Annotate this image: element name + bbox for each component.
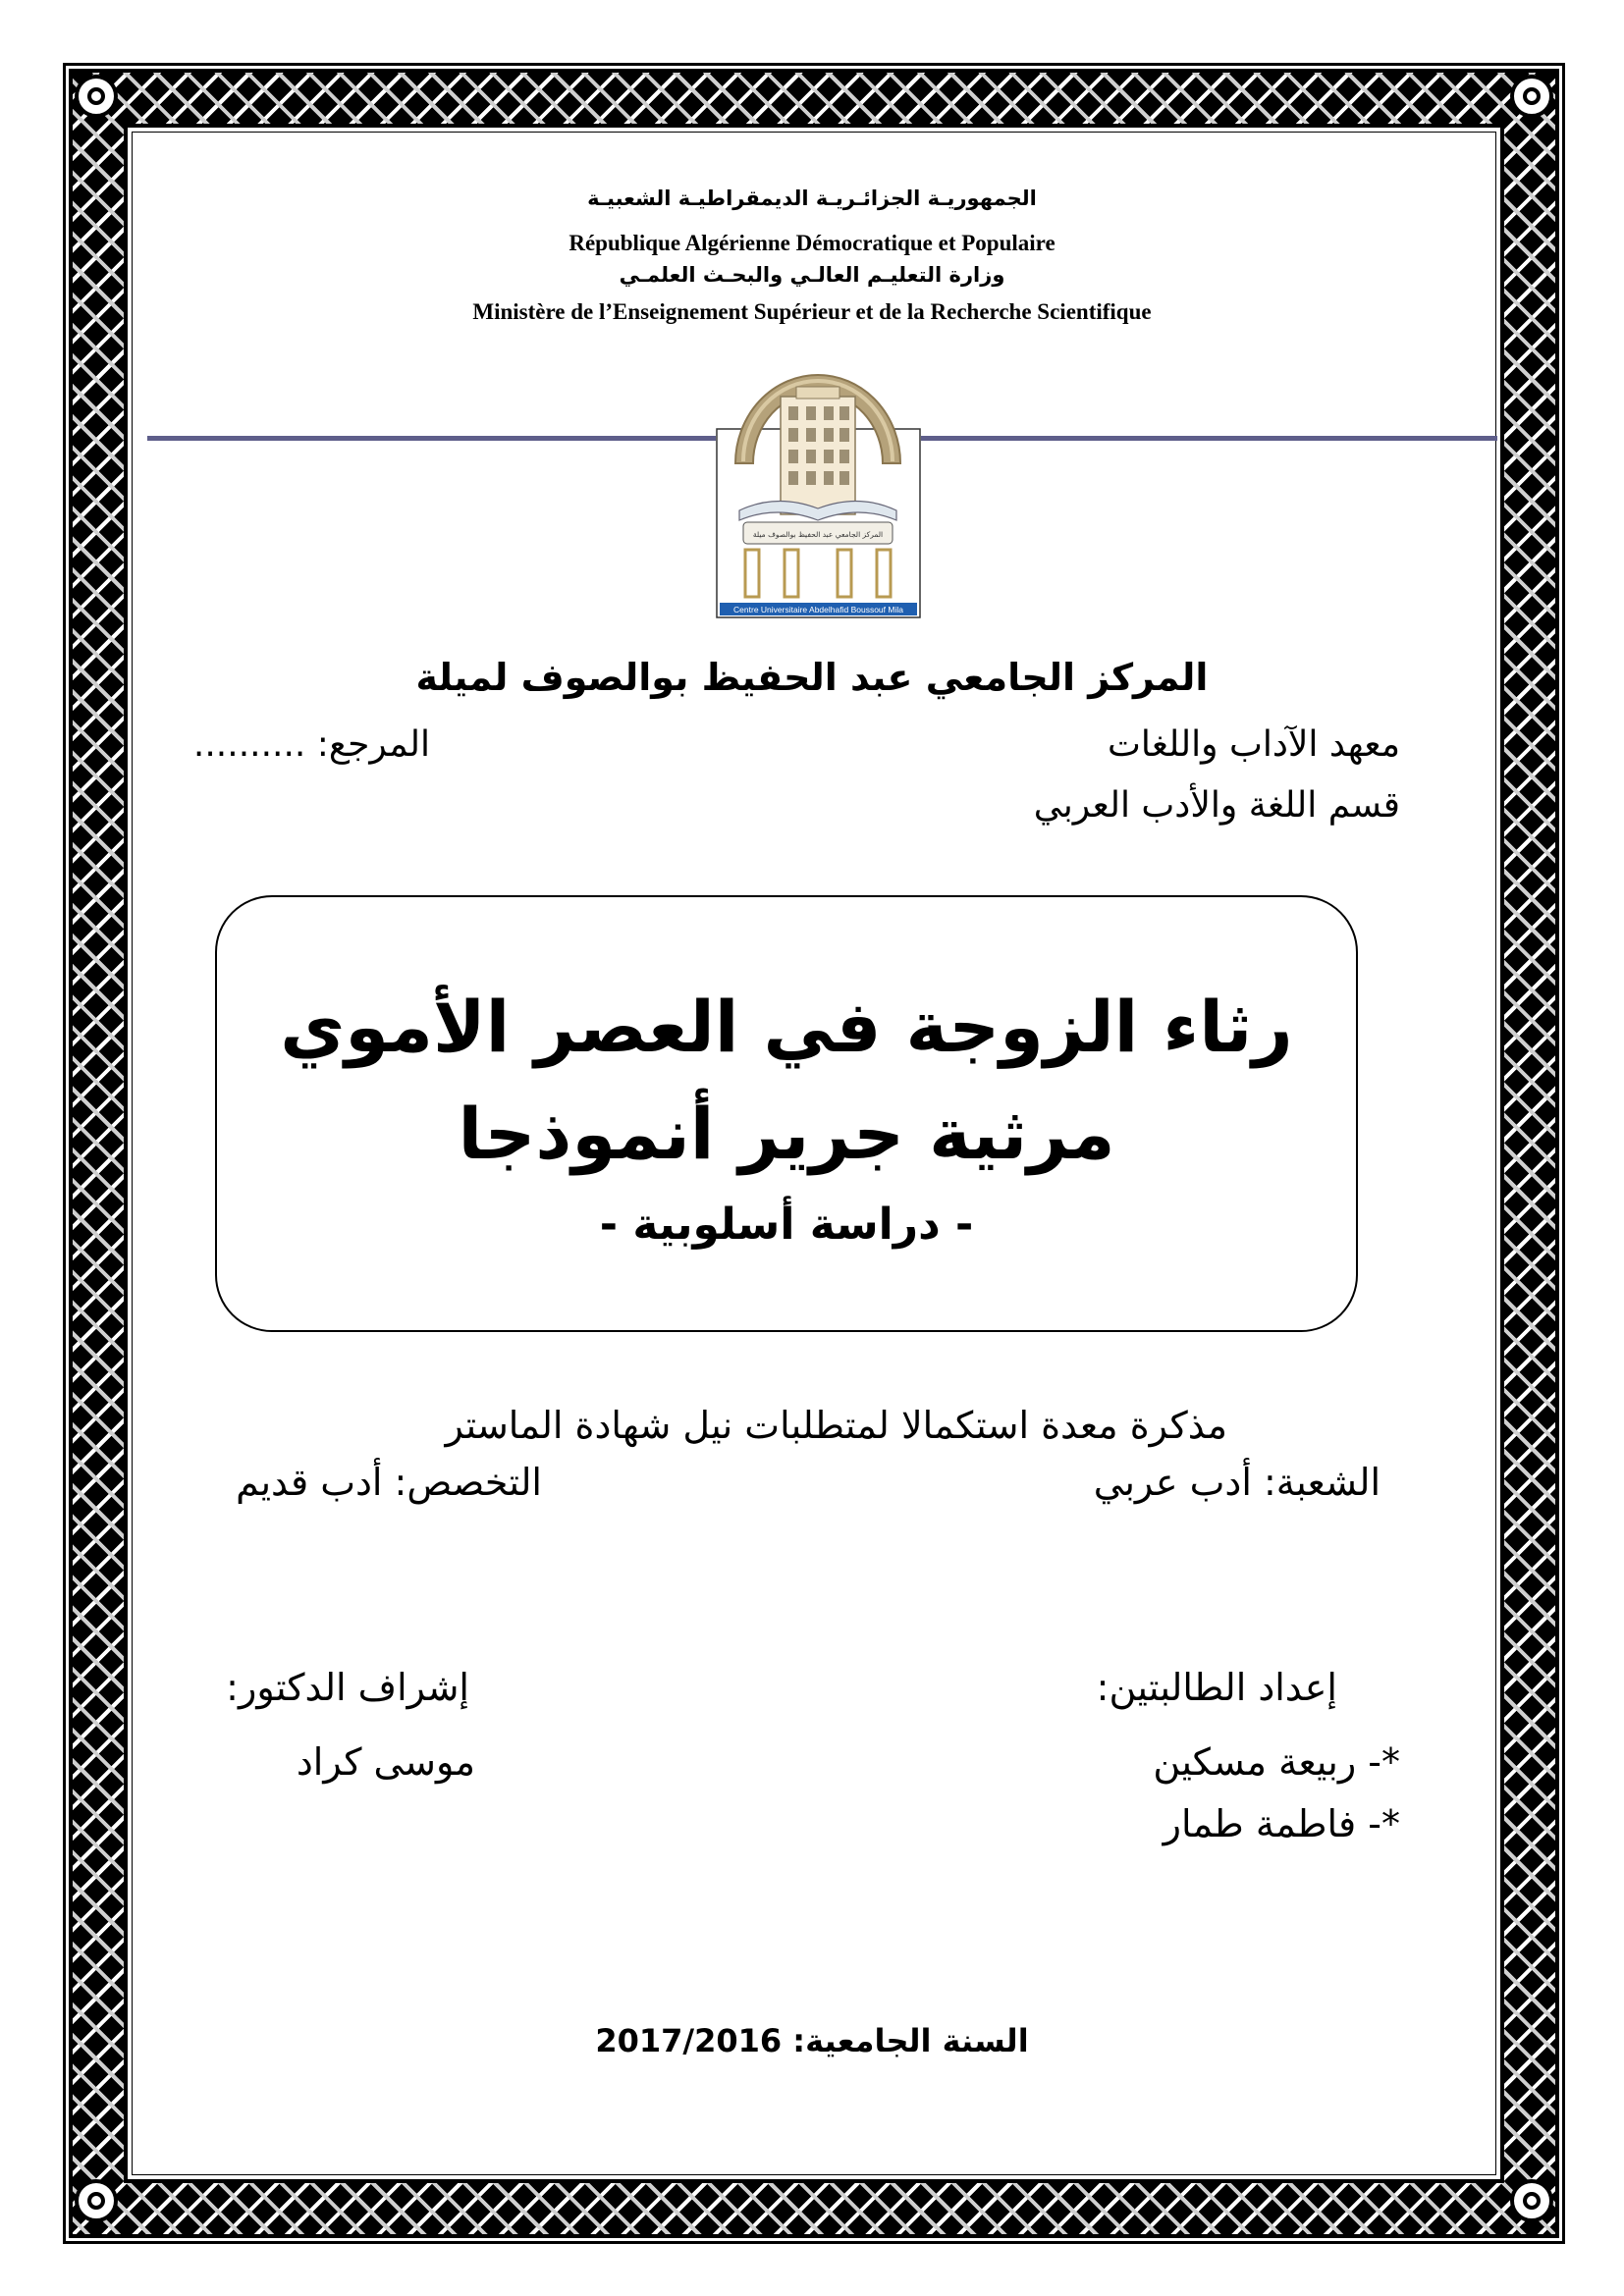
department-name: قسم اللغة والأدب العربي: [1033, 785, 1400, 826]
republic-arabic: الجمهوريـة الجزائـريـة الديمقراطيـة الشعبيـة: [587, 187, 1037, 210]
student-name-2: *- فاطمة طمار: [1163, 1802, 1400, 1845]
students-label: إعداد الطالبتين:: [1096, 1666, 1337, 1709]
republic-french: République Algérienne Démocratique et Populaire: [568, 231, 1056, 255]
branch-field: الشعبة: أدب عربي: [1093, 1461, 1380, 1504]
logo-arabic-caption: المركز الجامعي عبد الحفيظ بوالصوف ميلة: [752, 530, 884, 539]
thesis-purpose: مذكرة معدة استكمالا لمتطلبات نيل شهادة الماستر: [445, 1404, 1227, 1447]
corner-ornament-icon: [1510, 2179, 1553, 2222]
thesis-title-line2: مرثية جرير أنموذجا: [458, 1093, 1115, 1175]
institute-name: معهد الآداب واللغات: [1108, 724, 1400, 765]
thesis-subtitle: - دراسة أسلوبية -: [599, 1200, 974, 1250]
ministry-arabic: وزارة التعليـم العالـي والبحـث العلمـي: [619, 263, 1005, 287]
specialty-field: التخصص: أدب قديم: [236, 1461, 542, 1504]
university-logo: [716, 346, 921, 618]
thesis-title-line1: رثاء الزوجة في العصر الأموي: [280, 986, 1293, 1068]
header-rule-left: [147, 436, 716, 441]
corner-ornament-icon: [75, 75, 118, 118]
corner-ornament-icon: [1510, 75, 1553, 118]
header-rule-right: [921, 436, 1497, 441]
ministry-french: Ministère de l’Enseignement Supérieur et de la Recherche Scientifique: [472, 299, 1152, 324]
academic-year: السنة الجامعية: 2017/2016: [595, 2022, 1029, 2059]
reference-field: المرجع: ..........: [192, 724, 430, 765]
center-name: المركز الجامعي عبد الحفيظ بوالصوف لميلة: [415, 656, 1209, 699]
logo-caption: Centre Universitaire Abdelhafid Boussouf Mila: [733, 605, 903, 614]
supervisor-name: موسى كراد: [296, 1740, 475, 1784]
corner-ornament-icon: [75, 2179, 118, 2222]
student-name-1: *- ربيعة مسكين: [1153, 1740, 1400, 1784]
supervisor-label: إشراف الدكتور:: [226, 1666, 469, 1709]
